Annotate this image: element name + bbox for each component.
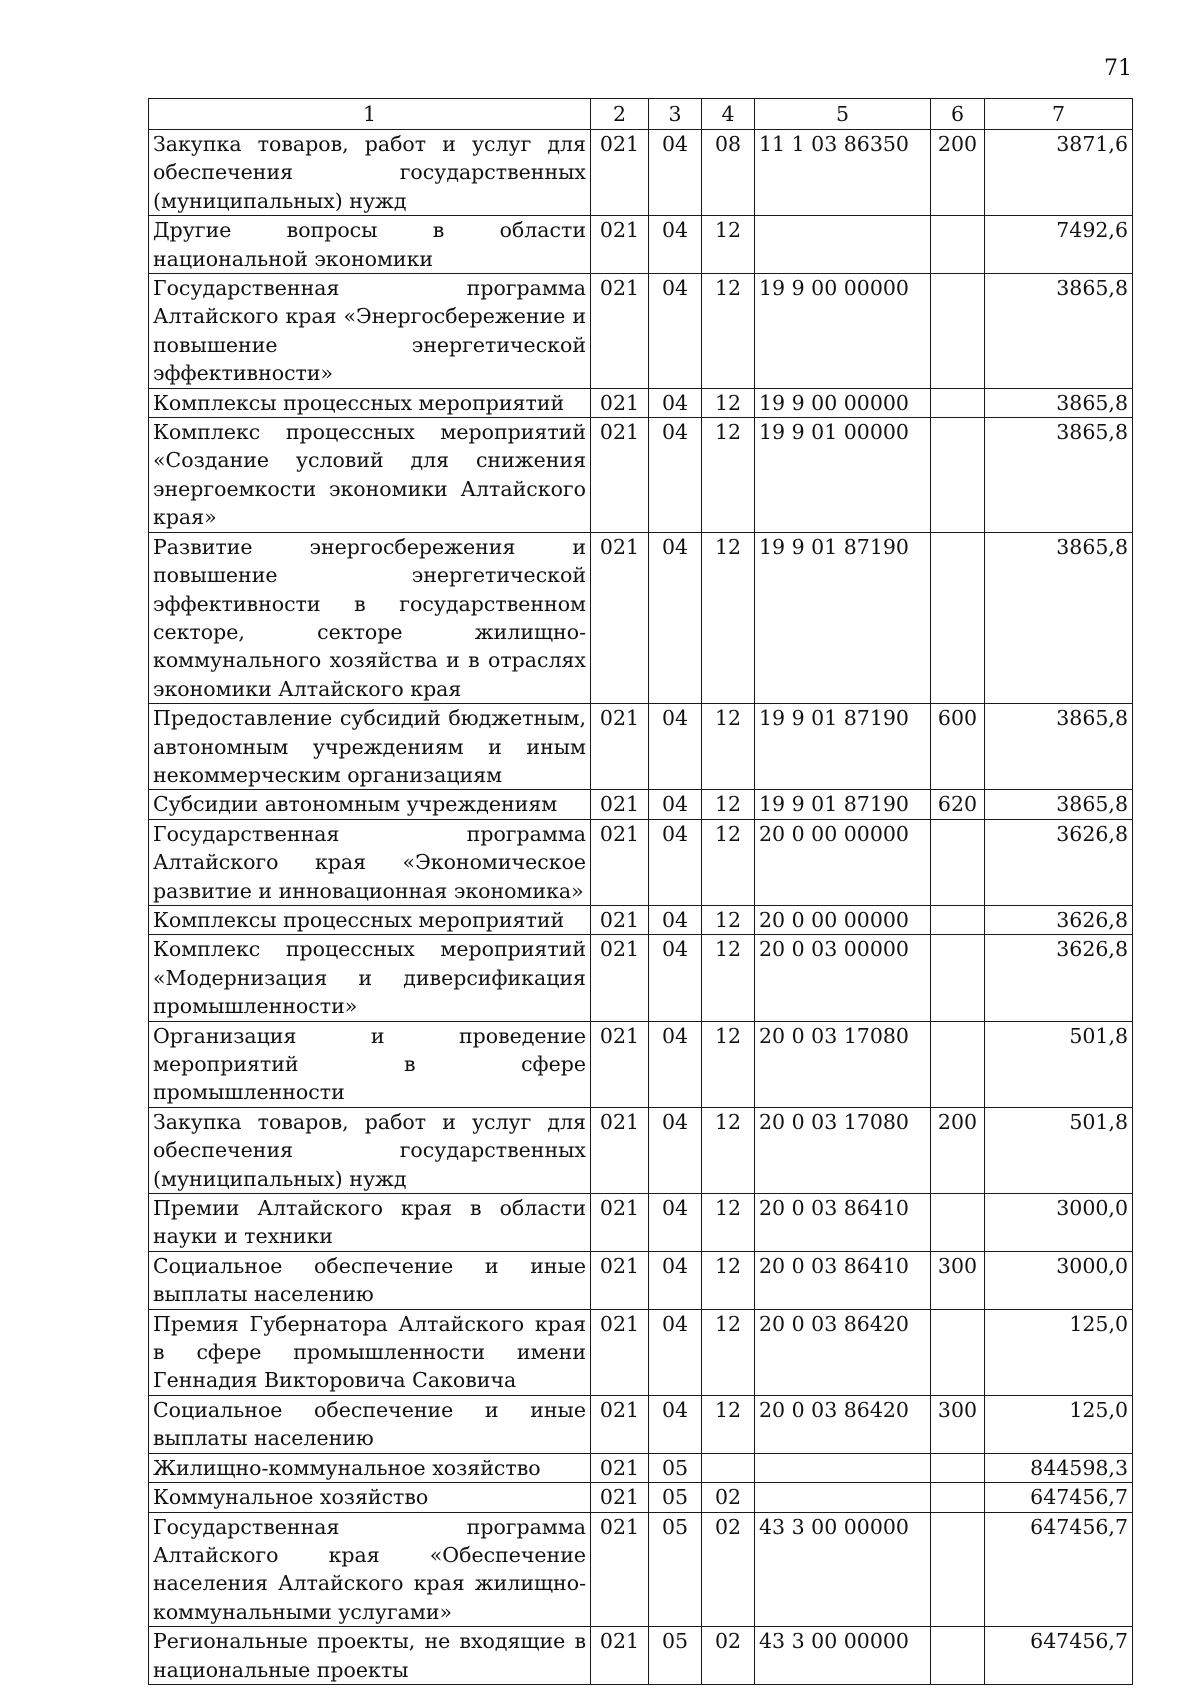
ministry-code-cell: 021 — [591, 1453, 649, 1482]
amount-cell: 3000,0 — [985, 1251, 1133, 1309]
item-name-cell: Региональные проекты, не входящие в национальные проекты — [149, 1627, 591, 1685]
target-article-cell — [755, 1453, 931, 1482]
item-name-cell: Комплекс процессных мероприятий «Создание условий для снижения энергоемкости экономики Алтайского края» — [149, 418, 591, 533]
subsection-code-cell: 12 — [702, 388, 755, 417]
expense-type-cell — [931, 418, 985, 533]
item-name-cell: Закупка товаров, работ и услуг для обеспечения государственных (муниципальных) нужд — [149, 130, 591, 216]
expense-type-cell — [931, 216, 985, 274]
table-row — [149, 1194, 1133, 1252]
item-name-cell: Государственная программа Алтайского края «Экономическое развитие и инновационная экономика» — [149, 819, 591, 905]
section-code-cell: 04 — [649, 704, 702, 790]
column-header: 1 — [149, 99, 591, 130]
amount-cell: 501,8 — [985, 1107, 1133, 1193]
amount-cell: 3865,8 — [985, 790, 1133, 819]
table-row — [149, 704, 1133, 790]
amount-cell: 501,8 — [985, 1021, 1133, 1107]
ministry-code-cell: 021 — [591, 905, 649, 934]
target-article-cell: 19 9 00 00000 — [755, 388, 931, 417]
section-code-cell: 04 — [649, 819, 702, 905]
ministry-code-cell: 021 — [591, 216, 649, 274]
expense-type-cell — [931, 1483, 985, 1512]
table-row — [149, 1309, 1133, 1395]
amount-cell: 3626,8 — [985, 819, 1133, 905]
table-row — [149, 1512, 1133, 1627]
target-article-cell: 43 3 00 00000 — [755, 1627, 931, 1685]
subsection-code-cell: 12 — [702, 1107, 755, 1193]
ministry-code-cell: 021 — [591, 532, 649, 703]
subsection-code-cell: 12 — [702, 819, 755, 905]
subsection-code-cell: 12 — [702, 935, 755, 1021]
target-article-cell: 20 0 00 00000 — [755, 905, 931, 934]
section-code-cell: 04 — [649, 1021, 702, 1107]
ministry-code-cell: 021 — [591, 1251, 649, 1309]
expense-type-cell — [931, 1627, 985, 1685]
subsection-code-cell: 02 — [702, 1512, 755, 1627]
subsection-code-cell: 12 — [702, 532, 755, 703]
subsection-code-cell: 02 — [702, 1627, 755, 1685]
ministry-code-cell: 021 — [591, 935, 649, 1021]
ministry-code-cell: 021 — [591, 1107, 649, 1193]
amount-cell: 125,0 — [985, 1395, 1133, 1453]
amount-cell: 3865,8 — [985, 274, 1133, 389]
section-code-cell: 04 — [649, 418, 702, 533]
amount-cell: 3626,8 — [985, 935, 1133, 1021]
table-row — [149, 1251, 1133, 1309]
amount-cell: 3865,8 — [985, 418, 1133, 533]
section-code-cell: 04 — [649, 1309, 702, 1395]
amount-cell: 125,0 — [985, 1309, 1133, 1395]
expense-type-cell — [931, 532, 985, 703]
target-article-cell: 20 0 03 00000 — [755, 935, 931, 1021]
amount-cell: 647456,7 — [985, 1512, 1133, 1627]
table-row — [149, 819, 1133, 905]
item-name-cell: Государственная программа Алтайского края «Обеспечение населения Алтайского края жилищно-коммунальными услугами» — [149, 1512, 591, 1627]
subsection-code-cell: 12 — [702, 1251, 755, 1309]
ministry-code-cell: 021 — [591, 1309, 649, 1395]
ministry-code-cell: 021 — [591, 704, 649, 790]
table-row — [149, 1483, 1133, 1512]
target-article-cell: 19 9 01 87190 — [755, 532, 931, 703]
ministry-code-cell: 021 — [591, 388, 649, 417]
target-article-cell: 20 0 03 86420 — [755, 1395, 931, 1453]
section-code-cell: 04 — [649, 274, 702, 389]
budget-table — [148, 98, 1133, 1685]
column-header: 3 — [649, 99, 702, 130]
expense-type-cell — [931, 905, 985, 934]
subsection-code-cell: 02 — [702, 1483, 755, 1512]
section-code-cell: 04 — [649, 130, 702, 216]
ministry-code-cell: 021 — [591, 1512, 649, 1627]
ministry-code-cell: 021 — [591, 418, 649, 533]
expense-type-cell — [931, 1453, 985, 1482]
amount-cell: 3865,8 — [985, 704, 1133, 790]
table-row — [149, 935, 1133, 1021]
column-header: 2 — [591, 99, 649, 130]
table-row — [149, 1107, 1133, 1193]
item-name-cell: Развитие энергосбережения и повышение энергетической эффективности в государственном секторе, секторе жилищно-коммунального хозяйства и в отраслях экономики Алтайского края — [149, 532, 591, 703]
subsection-code-cell: 12 — [702, 790, 755, 819]
ministry-code-cell: 021 — [591, 1483, 649, 1512]
table-row — [149, 1627, 1133, 1685]
table-row — [149, 388, 1133, 417]
table-row — [149, 274, 1133, 389]
section-code-cell: 04 — [649, 216, 702, 274]
item-name-cell: Жилищно-коммунальное хозяйство — [149, 1453, 591, 1482]
item-name-cell: Комплексы процессных мероприятий — [149, 388, 591, 417]
expense-type-cell: 200 — [931, 130, 985, 216]
column-header: 5 — [755, 99, 931, 130]
amount-cell: 3865,8 — [985, 532, 1133, 703]
ministry-code-cell: 021 — [591, 274, 649, 389]
subsection-code-cell: 12 — [702, 704, 755, 790]
section-code-cell: 04 — [649, 935, 702, 1021]
target-article-cell: 20 0 03 86420 — [755, 1309, 931, 1395]
table-row — [149, 1021, 1133, 1107]
amount-cell: 3000,0 — [985, 1194, 1133, 1252]
amount-cell: 647456,7 — [985, 1627, 1133, 1685]
item-name-cell: Комплексы процессных мероприятий — [149, 905, 591, 934]
column-header: 6 — [931, 99, 985, 130]
expense-type-cell — [931, 935, 985, 1021]
target-article-cell: 20 0 03 86410 — [755, 1194, 931, 1252]
subsection-code-cell — [702, 1453, 755, 1482]
expense-type-cell — [931, 274, 985, 389]
item-name-cell: Другие вопросы в области национальной экономики — [149, 216, 591, 274]
target-article-cell: 11 1 03 86350 — [755, 130, 931, 216]
ministry-code-cell: 021 — [591, 1395, 649, 1453]
expense-type-cell — [931, 388, 985, 417]
item-name-cell: Премия Губернатора Алтайского края в сфере промышленности имени Геннадия Викторовича Саковича — [149, 1309, 591, 1395]
target-article-cell — [755, 216, 931, 274]
ministry-code-cell: 021 — [591, 790, 649, 819]
item-name-cell: Коммунальное хозяйство — [149, 1483, 591, 1512]
expense-type-cell: 200 — [931, 1107, 985, 1193]
item-name-cell: Субсидии автономным учреждениям — [149, 790, 591, 819]
amount-cell: 7492,6 — [985, 216, 1133, 274]
target-article-cell — [755, 1483, 931, 1512]
section-code-cell: 04 — [649, 905, 702, 934]
item-name-cell: Предоставление субсидий бюджетным, автономным учреждениям и иным некоммерческим организациям — [149, 704, 591, 790]
ministry-code-cell: 021 — [591, 1627, 649, 1685]
amount-cell: 844598,3 — [985, 1453, 1133, 1482]
section-code-cell: 05 — [649, 1512, 702, 1627]
item-name-cell: Социальное обеспечение и иные выплаты населению — [149, 1251, 591, 1309]
subsection-code-cell: 12 — [702, 418, 755, 533]
section-code-cell: 04 — [649, 388, 702, 417]
table-header-row — [149, 99, 1133, 130]
target-article-cell: 19 9 01 87190 — [755, 790, 931, 819]
item-name-cell: Государственная программа Алтайского края «Энергосбережение и повышение энергетической эффективности» — [149, 274, 591, 389]
amount-cell: 3871,6 — [985, 130, 1133, 216]
item-name-cell: Закупка товаров, работ и услуг для обеспечения государственных (муниципальных) нужд — [149, 1107, 591, 1193]
subsection-code-cell: 12 — [702, 216, 755, 274]
table-row — [149, 532, 1133, 703]
section-code-cell: 04 — [649, 532, 702, 703]
section-code-cell: 04 — [649, 790, 702, 819]
expense-type-cell — [931, 1194, 985, 1252]
expense-type-cell — [931, 1021, 985, 1107]
expense-type-cell: 600 — [931, 704, 985, 790]
ministry-code-cell: 021 — [591, 1021, 649, 1107]
column-header: 7 — [985, 99, 1133, 130]
subsection-code-cell: 12 — [702, 1309, 755, 1395]
subsection-code-cell: 12 — [702, 1021, 755, 1107]
section-code-cell: 05 — [649, 1483, 702, 1512]
table-row — [149, 130, 1133, 216]
item-name-cell: Организация и проведение мероприятий в сфере промышленности — [149, 1021, 591, 1107]
section-code-cell: 05 — [649, 1453, 702, 1482]
table-row — [149, 1395, 1133, 1453]
item-name-cell: Комплекс процессных мероприятий «Модернизация и диверсификация промышленности» — [149, 935, 591, 1021]
section-code-cell: 05 — [649, 1627, 702, 1685]
ministry-code-cell: 021 — [591, 819, 649, 905]
table-row — [149, 216, 1133, 274]
expense-type-cell: 620 — [931, 790, 985, 819]
subsection-code-cell: 12 — [702, 274, 755, 389]
target-article-cell: 19 9 00 00000 — [755, 274, 931, 389]
item-name-cell: Социальное обеспечение и иные выплаты населению — [149, 1395, 591, 1453]
section-code-cell: 04 — [649, 1194, 702, 1252]
amount-cell: 647456,7 — [985, 1483, 1133, 1512]
target-article-cell: 20 0 00 00000 — [755, 819, 931, 905]
subsection-code-cell: 12 — [702, 1395, 755, 1453]
amount-cell: 3626,8 — [985, 905, 1133, 934]
expense-type-cell — [931, 819, 985, 905]
target-article-cell: 20 0 03 17080 — [755, 1107, 931, 1193]
subsection-code-cell: 12 — [702, 905, 755, 934]
subsection-code-cell: 12 — [702, 1194, 755, 1252]
table-row — [149, 418, 1133, 533]
ministry-code-cell: 021 — [591, 1194, 649, 1252]
page-number: 71 — [1104, 56, 1132, 81]
column-header: 4 — [702, 99, 755, 130]
target-article-cell: 19 9 01 87190 — [755, 704, 931, 790]
expense-type-cell — [931, 1309, 985, 1395]
amount-cell: 3865,8 — [985, 388, 1133, 417]
expense-type-cell: 300 — [931, 1251, 985, 1309]
target-article-cell: 20 0 03 17080 — [755, 1021, 931, 1107]
section-code-cell: 04 — [649, 1107, 702, 1193]
item-name-cell: Премии Алтайского края в области науки и техники — [149, 1194, 591, 1252]
expense-type-cell: 300 — [931, 1395, 985, 1453]
expense-type-cell — [931, 1512, 985, 1627]
subsection-code-cell: 08 — [702, 130, 755, 216]
section-code-cell: 04 — [649, 1395, 702, 1453]
target-article-cell: 20 0 03 86410 — [755, 1251, 931, 1309]
table-body — [149, 130, 1133, 1685]
table-row — [149, 905, 1133, 934]
table-row — [149, 790, 1133, 819]
section-code-cell: 04 — [649, 1251, 702, 1309]
target-article-cell: 43 3 00 00000 — [755, 1512, 931, 1627]
target-article-cell: 19 9 01 00000 — [755, 418, 931, 533]
ministry-code-cell: 021 — [591, 130, 649, 216]
table-row — [149, 1453, 1133, 1482]
